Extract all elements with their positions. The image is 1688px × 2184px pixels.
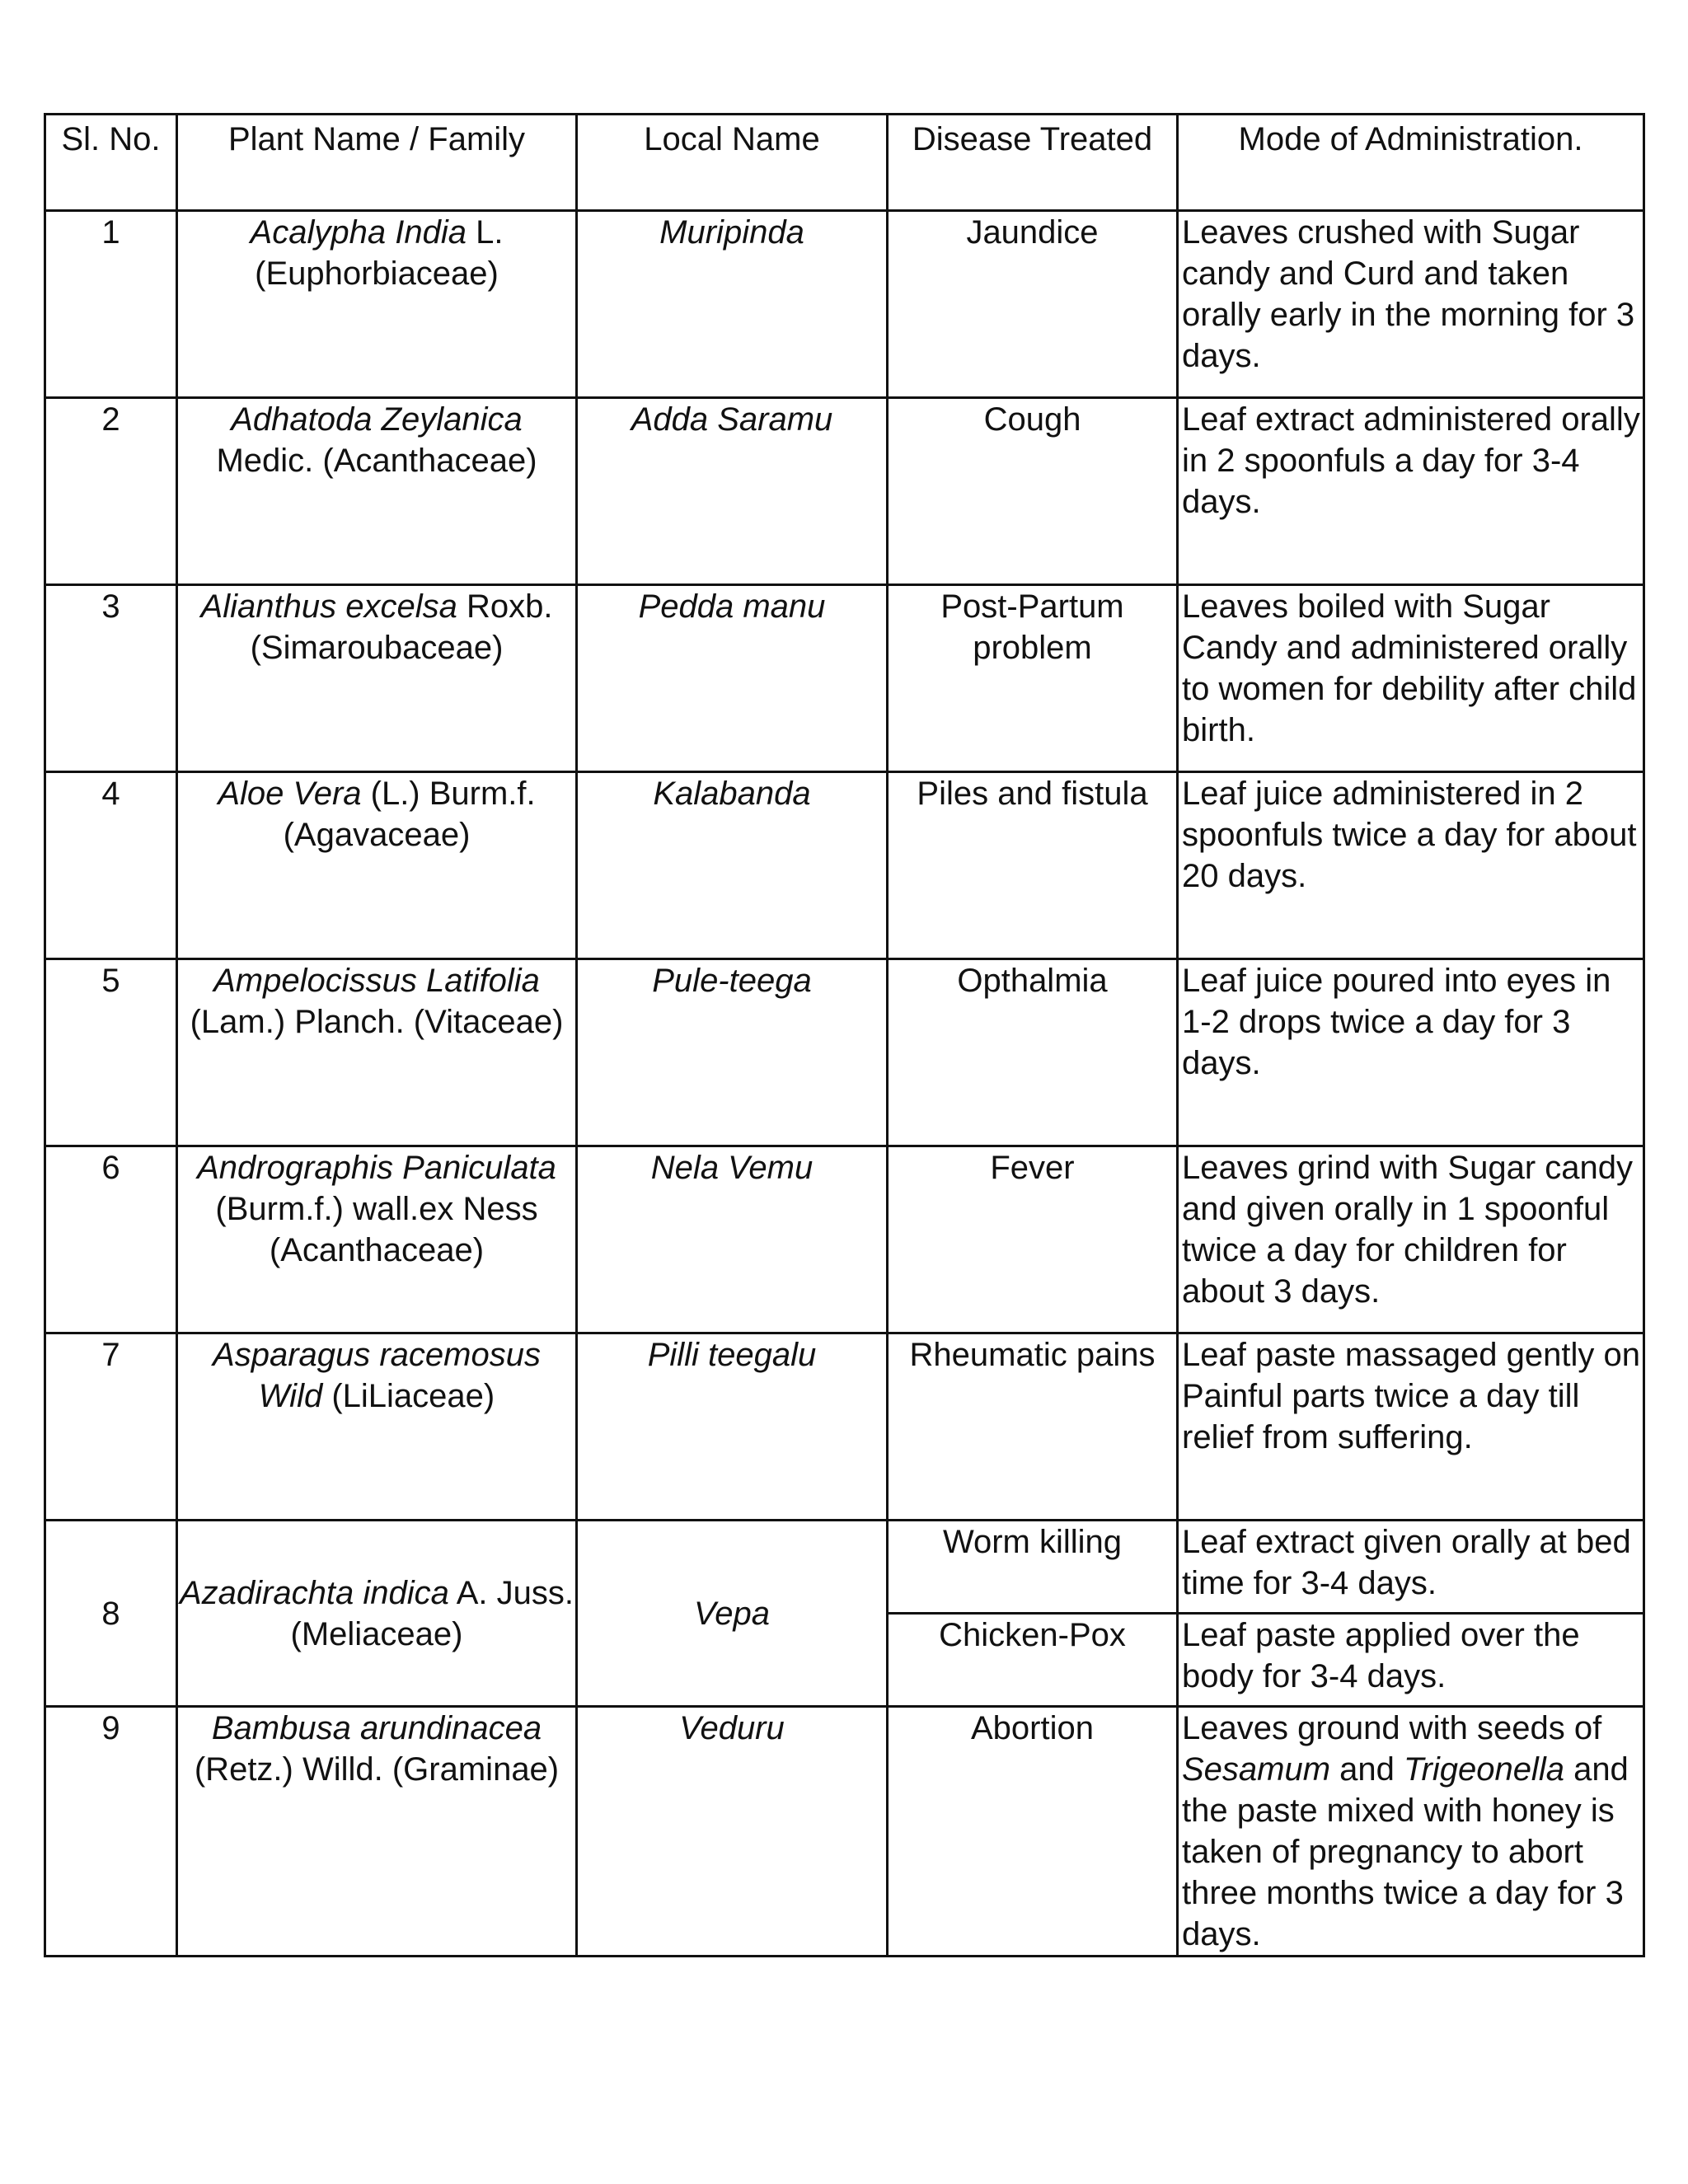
disease: Jaundice: [888, 211, 1178, 398]
disease: Rheumatic pains: [888, 1333, 1178, 1521]
table-row: [45, 959, 1644, 1146]
local-name: Kalabanda: [577, 772, 888, 959]
plant-name: [177, 1707, 577, 1957]
plant-scientific-name: Acalypha India: [250, 214, 467, 251]
plant-family: (Burm.f.) wall.ex Ness (Acanthaceae): [215, 1191, 538, 1268]
sl-no: 1: [45, 211, 177, 398]
plant-family: (L.) Burm.f. (Agavaceae): [283, 776, 536, 853]
local-name: Muripinda: [577, 211, 888, 398]
local-name: Pilli teegalu: [577, 1333, 888, 1521]
mode: Leaves crushed with Sugar candy and Curd and taken orally early in the morning for 3 days.: [1178, 211, 1644, 398]
table-row: [45, 211, 1644, 398]
disease: Chicken-Pox: [888, 1614, 1178, 1707]
local-name: Pedda manu: [577, 585, 888, 772]
plant-family: L. (Euphorbiaceae): [255, 214, 504, 292]
plant-name: [177, 959, 577, 1146]
header-sl-no: Sl. No.: [45, 115, 177, 211]
disease: Cough: [888, 398, 1178, 585]
table-row: [45, 1146, 1644, 1333]
plant-scientific-name: Andrographis Paniculata: [197, 1150, 556, 1186]
disease: Opthalmia: [888, 959, 1178, 1146]
plant-table: [44, 113, 1645, 1957]
plant-family: A. Juss. (Meliaceae): [290, 1574, 574, 1652]
plant-family: (Retz.) Willd. (Graminae): [194, 1751, 560, 1788]
table-row: [45, 398, 1644, 585]
disease: Abortion: [888, 1707, 1178, 1957]
plant-family: Medic. (Acanthaceae): [216, 443, 537, 479]
plant-scientific-name: Ampelocissus Latifolia: [213, 963, 540, 999]
local-name: Adda Saramu: [577, 398, 888, 585]
mode-genus-trigeonella: Trigeonella: [1404, 1751, 1564, 1788]
mode-text: and the paste mixed with honey is taken of pregnancy to abort three months twice a day for 3 days.: [1182, 1751, 1629, 1952]
sl-no: 4: [45, 772, 177, 959]
plant-scientific-name: Azadirachta indica: [179, 1574, 449, 1611]
sl-no: 8: [45, 1521, 177, 1707]
header-plant-name: Plant Name / Family: [177, 115, 577, 211]
table-row: [45, 1333, 1644, 1521]
plant-name: [177, 772, 577, 959]
mode: Leaves grind with Sugar candy and given orally in 1 spoonful twice a day for children for about 3 days.: [1178, 1146, 1644, 1333]
disease: Piles and fistula: [888, 772, 1178, 959]
sl-no: 3: [45, 585, 177, 772]
header-disease: Disease Treated: [888, 115, 1178, 211]
disease: Post-Partum problem: [888, 585, 1178, 772]
mode-text: and: [1330, 1751, 1404, 1788]
header-mode: Mode of Administration.: [1178, 115, 1644, 211]
plant-family: (Lam.) Planch. (Vitaceae): [190, 1004, 564, 1040]
mode: Leaf paste applied over the body for 3-4 days.: [1178, 1614, 1644, 1707]
local-name: Vepa: [577, 1521, 888, 1707]
disease: Fever: [888, 1146, 1178, 1333]
mode: Leaves boiled with Sugar Candy and administered orally to women for debility after child birth.: [1178, 585, 1644, 772]
disease: Worm killing: [888, 1521, 1178, 1614]
table-row: [45, 772, 1644, 959]
mode: Leaf juice poured into eyes in 1-2 drops twice a day for 3 days.: [1178, 959, 1644, 1146]
plant-name: [177, 398, 577, 585]
sl-no: 2: [45, 398, 177, 585]
table-row: [45, 1707, 1644, 1957]
plant-family: Roxb. (Simaroubaceae): [250, 588, 553, 666]
plant-name: [177, 1333, 577, 1521]
plant-name: [177, 1521, 577, 1707]
sl-no: 9: [45, 1707, 177, 1957]
local-name: Pule-teega: [577, 959, 888, 1146]
plant-name: [177, 211, 577, 398]
plant-family: (LiLiaceae): [322, 1378, 495, 1414]
mode: Leaf paste massaged gently on Painful parts twice a day till relief from suffering.: [1178, 1333, 1644, 1521]
sl-no: 6: [45, 1146, 177, 1333]
header-row: [45, 115, 1644, 211]
plant-name: [177, 585, 577, 772]
plant-scientific-name: Asparagus racemosus Wild: [213, 1337, 541, 1414]
local-name: Veduru: [577, 1707, 888, 1957]
mode-genus-sesamum: Sesamum: [1182, 1751, 1331, 1788]
plant-scientific-name: Adhatoda Zeylanica: [231, 401, 523, 438]
plant-scientific-name: Alianthus excelsa: [200, 588, 457, 625]
sl-no: 7: [45, 1333, 177, 1521]
mode: Leaf extract administered orally in 2 spoonfuls a day for 3-4 days.: [1178, 398, 1644, 585]
table-row: [45, 1521, 1644, 1614]
mode: [1178, 1707, 1644, 1957]
mode-text: Leaves ground with seeds of: [1182, 1710, 1602, 1746]
plant-scientific-name: Aloe Vera: [218, 776, 362, 812]
local-name: Nela Vemu: [577, 1146, 888, 1333]
plant-scientific-name: Bambusa arundinacea: [211, 1710, 542, 1746]
plant-name: [177, 1146, 577, 1333]
header-local-name: Local Name: [577, 115, 888, 211]
mode: Leaf juice administered in 2 spoonfuls twice a day for about 20 days.: [1178, 772, 1644, 959]
sl-no: 5: [45, 959, 177, 1146]
table-row: [45, 585, 1644, 772]
mode: Leaf extract given orally at bed time for 3-4 days.: [1178, 1521, 1644, 1614]
